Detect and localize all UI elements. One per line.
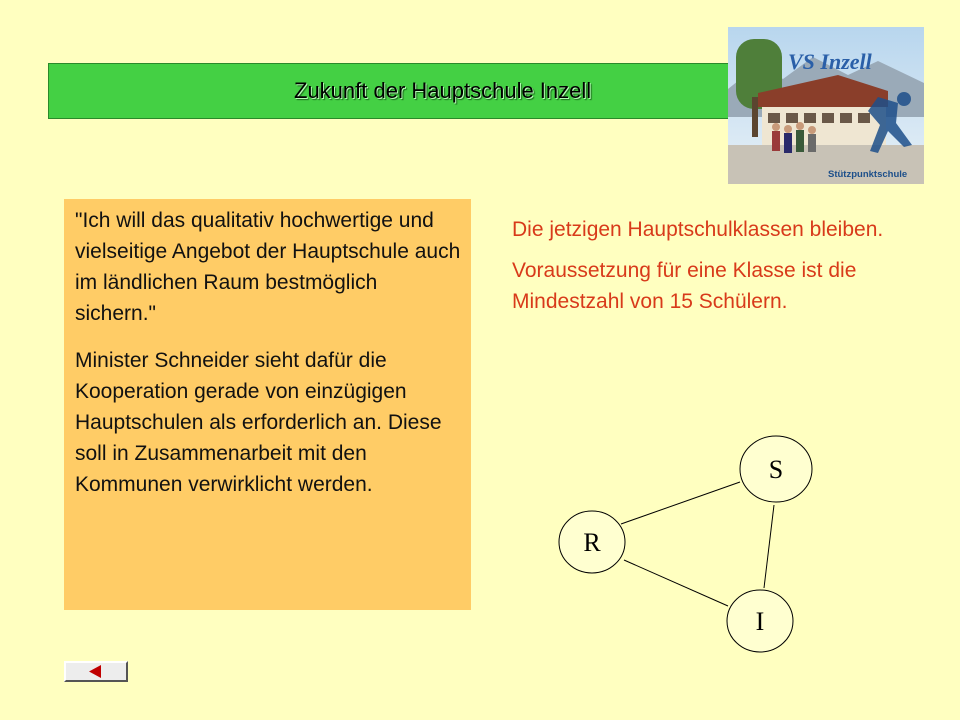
node-s-label: S [768,455,784,484]
node-i-label: I [755,607,765,636]
node-i [727,590,793,652]
school-cooperation-diagram [540,420,840,670]
edge-r-i [624,560,728,606]
triangle-left-icon [66,663,126,680]
svg-text:Stützpunktschule: Stützpunktschule [828,169,908,180]
edge-r-s [621,482,740,524]
node-r [559,511,625,573]
node-s [740,436,812,502]
slide-title: Zukunft der Hauptschule Inzell [294,78,592,103]
svg-text:VS Inzell: VS Inzell [788,49,872,74]
info-text [512,214,912,327]
back-button[interactable] [64,661,128,682]
minister-statement: Minister Schneider sieht dafür die Kooperation gerade von einzügigen Hauptschulen als erforderlich an. Diese soll in Zusammenarbeit mit den Kommunen verwirklicht werden. [75,349,442,496]
info-line-classes: Die jetzigen Hauptschulklassen bleiben. [512,218,884,241]
school-logo [728,27,924,184]
minister-quote: "Ich will das qualitativ hochwertige und vielseitige Angebot der Hauptschule auch im ländlichen Raum bestmöglich sichern." [75,209,461,325]
info-line-minimum: Voraussetzung für eine Klasse ist die Mindestzahl von 15 Schülern. [512,259,857,313]
edge-s-i [764,505,774,588]
quote-box [64,199,471,610]
node-r-label: R [583,528,601,557]
